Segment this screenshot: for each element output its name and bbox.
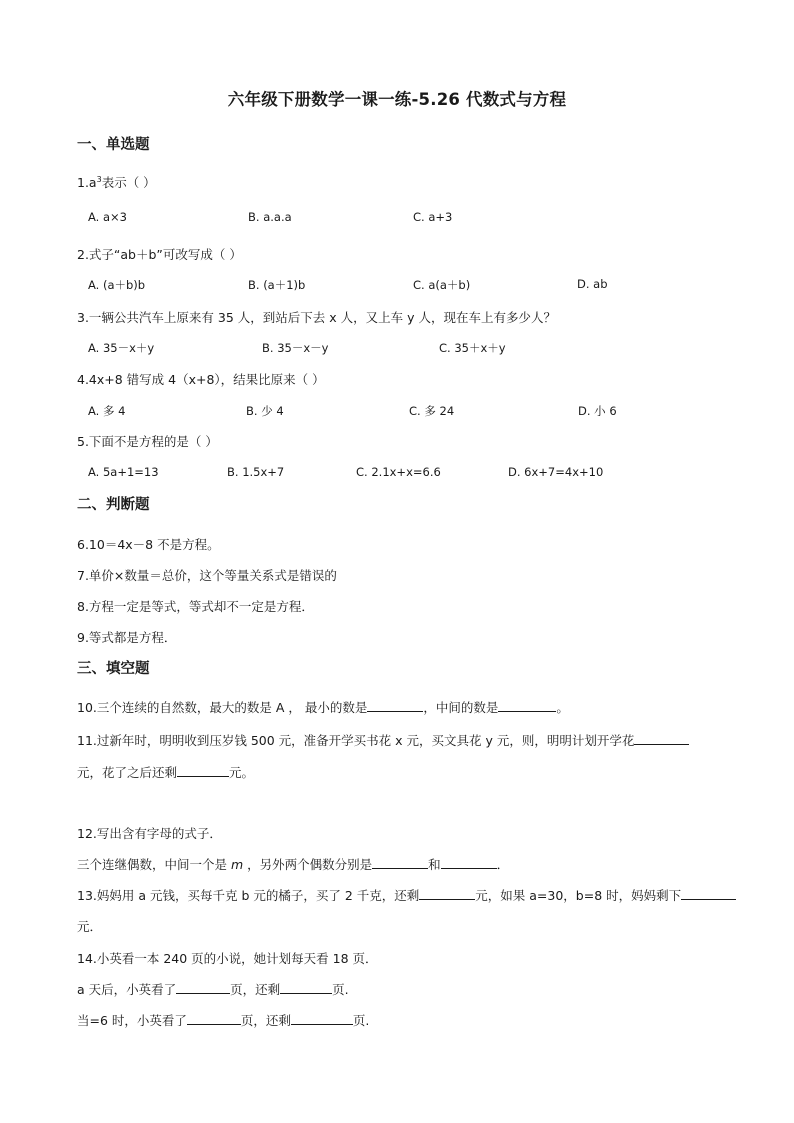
question-2-option-a[interactable]: A. (a＋b)b xyxy=(88,278,146,292)
question-9: 9.等式都是方程． xyxy=(77,630,177,645)
question-4-stem: 4.4x+8 错写成 4（x+8），结果比原来（ ） xyxy=(77,372,325,387)
question-2-stem: 2.式子“ab＋b”可改写成（ ） xyxy=(77,247,242,262)
question-14-stem: 14.小英看一本 240 页的小说，她计划每天看 18 页． xyxy=(77,951,378,966)
answer-blank[interactable] xyxy=(187,1012,241,1025)
question-3-stem: 3.一辆公共汽车上原来有 35 人，到站后下去 x 人，又上车 y 人，现在车上有多少人？ xyxy=(77,310,556,325)
question-12-stem: 12.写出含有字母的式子． xyxy=(77,826,222,841)
answer-blank[interactable] xyxy=(634,732,689,745)
answer-blank[interactable] xyxy=(367,699,423,712)
question-6: 6.10＝4x－8 不是方程。 xyxy=(77,537,220,552)
question-11-line-2: 元，花了之后还剩 元。 xyxy=(77,765,255,780)
question-5-option-d[interactable]: D. 6x+7=4x+10 xyxy=(508,465,604,479)
question-2-option-b[interactable]: B. (a＋1)b xyxy=(248,278,306,292)
question-4-option-c[interactable]: C. 多 24 xyxy=(409,404,455,418)
question-5-option-c[interactable]: C. 2.1x+x=6.6 xyxy=(356,465,441,479)
answer-blank[interactable] xyxy=(441,856,497,869)
answer-blank[interactable] xyxy=(681,887,736,900)
question-3-option-a[interactable]: A. 35－x＋y xyxy=(88,341,155,355)
question-4-option-d[interactable]: D. 小 6 xyxy=(578,404,617,418)
question-3-option-c[interactable]: C. 35＋x＋y xyxy=(439,341,506,355)
question-7: 7.单价×数量＝总价，这个等量关系式是错误的 xyxy=(77,568,337,583)
question-5-option-a[interactable]: A. 5a+1=13 xyxy=(88,465,159,479)
answer-blank[interactable] xyxy=(176,981,230,994)
answer-blank[interactable] xyxy=(291,1012,353,1025)
question-4-option-b[interactable]: B. 少 4 xyxy=(246,404,284,418)
question-13-line-1: 13.妈妈用 a 元钱，买每千克 b 元的橘子，买了 2 千克，还剩 元，如果 a=30，b=8 时，妈妈剩下 xyxy=(77,886,736,904)
question-1-option-c[interactable]: C. a+3 xyxy=(413,210,453,224)
question-8: 8.方程一定是等式，等式却不一定是方程． xyxy=(77,599,314,614)
answer-blank[interactable] xyxy=(280,981,332,994)
question-2-option-c[interactable]: C. a(a＋b) xyxy=(413,278,471,292)
question-2-option-d[interactable]: D. ab xyxy=(577,277,608,291)
section-heading-true-false: 二、判断题 xyxy=(77,497,150,513)
question-14-line-2: 当=6 时，小英看了 页，还剩 页. xyxy=(77,1013,370,1028)
answer-blank[interactable] xyxy=(498,699,556,712)
section-heading-single-choice: 一、单选题 xyxy=(77,137,150,153)
question-5-option-b[interactable]: B. 1.5x+7 xyxy=(227,465,285,479)
question-5-stem: 5.下面不是方程的是（ ） xyxy=(77,434,218,449)
question-1-stem: $1.a^3$表示（ ） xyxy=(77,174,156,190)
section-heading-fill-in: 三、填空题 xyxy=(77,661,150,677)
question-14-line-1: a 天后，小英看了 页，还剩 页. xyxy=(77,982,349,997)
question-4-option-a[interactable]: A. 多 4 xyxy=(88,404,126,418)
answer-blank[interactable] xyxy=(177,764,229,777)
question-11-line-1: 11.过新年时，明明收到压岁钱 500 元，准备开学买书花 x 元，买文具花 y 元，则，明明计划开学花 xyxy=(77,731,689,749)
answer-blank[interactable] xyxy=(372,856,428,869)
question-10: 10.三个连续的自然数，最大的数是 A ， 最小的数是 ，中间的数是 。 xyxy=(77,700,569,715)
answer-blank[interactable] xyxy=(419,887,475,900)
page-title: 六年级下册数学一课一练-5.26 代数式与方程 xyxy=(227,90,567,109)
question-12-body: 三个连继偶数，中间一个是 m ，另外两个偶数分别是 和 ． xyxy=(77,857,510,872)
question-1-option-a[interactable]: A. a×3 xyxy=(88,210,127,224)
question-13-line-2: 元． xyxy=(77,919,103,934)
question-3-option-b[interactable]: B. 35－x－y xyxy=(262,341,329,355)
question-1-option-b[interactable]: B. a.a.a xyxy=(248,210,292,224)
